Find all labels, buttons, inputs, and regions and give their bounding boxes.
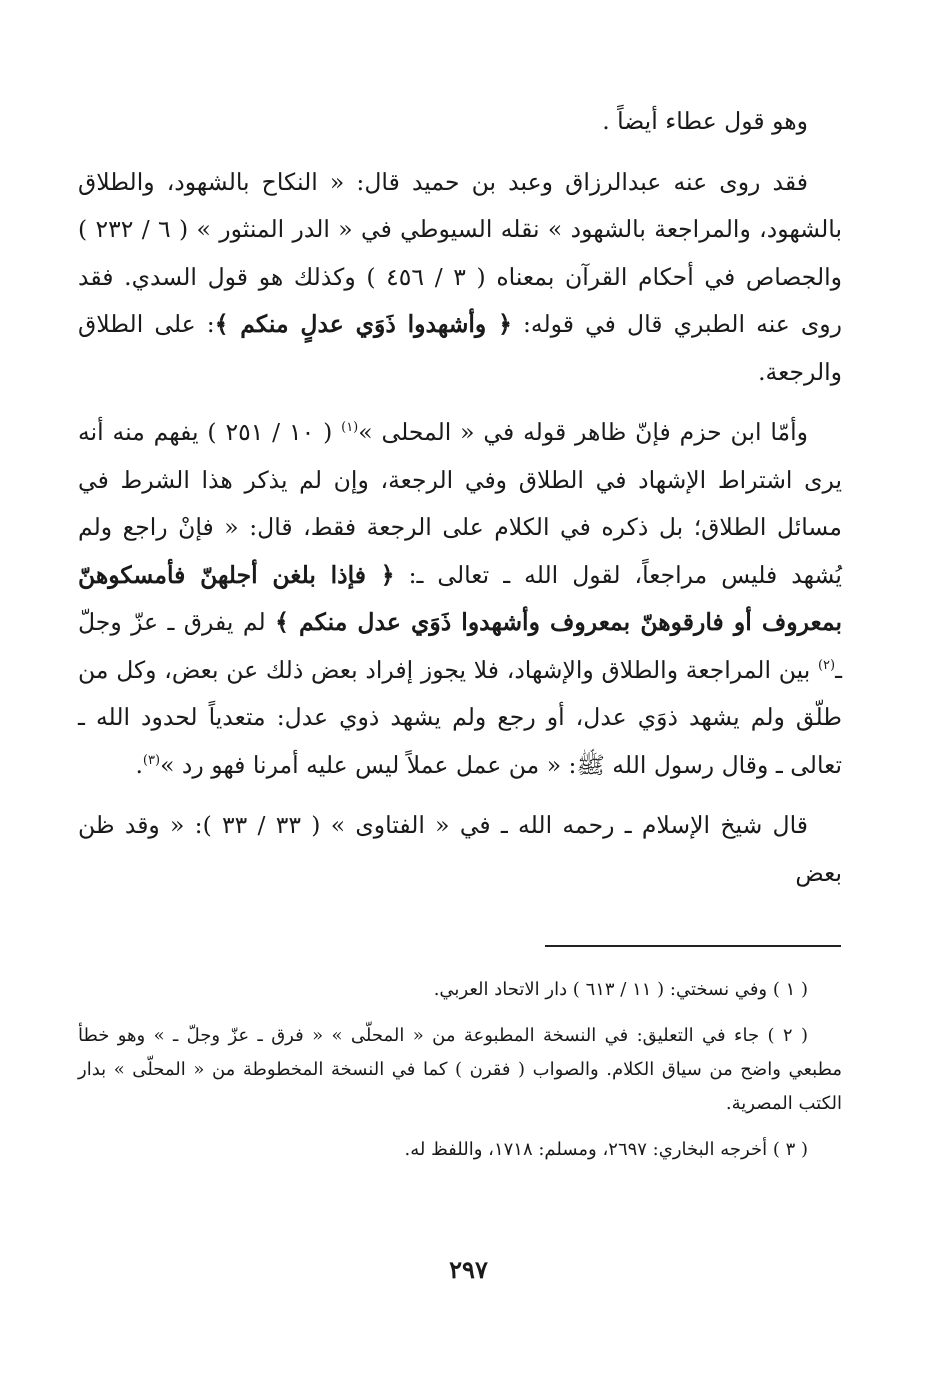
paragraph-3-text-b: ( ١٠ / ٢٥١ ) يفهم منه أنه يرى اشتراط الإشهاد في الطلاق وفي الرجعة، وإن لم يذكر هذا الشرط في مسائل الطلاق؛ بل ذكره في الكلام على الرجعة فقط، قال: « فإنْ راجع ولم يُشهد فليس مراجعاً، لقول الله ـ تعالى ـ: [78,418,842,589]
footnote-separator [545,945,841,947]
footnote-2: ( ٢ ) جاء في التعليق: في النسخة المطبوعة من « المحلّى » « فرق ـ عزّ وجلّ ـ » وهو خطأ مطبعي واضح من سياق الكلام. والصواب ( فقرن ) كما في النسخة المخطوطة من « المحلّى » بدار الكتب المصرية. [78,1025,842,1114]
quran-quote-1: ﴿ وأشهدوا ذَوَي عدلٍ منكم ﴾ [214,310,512,338]
footnote-1: ( ١ ) وفي نسختي: ( ١١ / ٦١٣ ) دار الاتحاد العربي. [433,979,808,1000]
main-text [78,98,842,910]
paragraph-3-text-c: لم يفرق ـ عزّ وجلّ ـ [78,608,842,684]
page-number: ٢٩٧ [449,1255,488,1284]
paragraph-1 [78,98,842,146]
footnotes [78,973,842,1179]
paragraph-2-text: فقد روى عنه عبدالرزاق وعبد بن حميد قال: « النكاح بالشهود، والطلاق بالشهود، والمراجعة بالشهود » نقله السيوطي في « الدر المنثور » ( ٦ / ٢٣٢ ) والجصاص في أحكام القرآن بمعناه ( ٣ / ٤٥٦ ) وكذلك هو قول السدي. فقد روى عنه الطبري قال في قوله: [78,167,843,338]
paragraph-3 [78,409,842,789]
paragraph-3-text-d: بين المراجعة والطلاق والإشهاد، فلا يجوز إفراد بعض ذلك عن بعض، وكل من طلّق ولم يشهد ذوَي عدل، أو رجع ولم يشهد ذوي عدل: متعدياً لحدود الله ـ تعالى ـ وقال رسول الله ﷺ: « من عمل عملاً ليس عليه أمرنا فهو رد » [78,655,842,779]
paragraph-3-text-a: وأمّا ابن حزم فإنّ ظاهر قوله في « المحلى » [358,418,808,446]
paragraph-1-text: وهو قول عطاء أيضاً . [602,107,808,135]
footnote-ref-2: (٢) [817,657,836,673]
footnote-ref-3: (٣) [142,752,161,768]
paragraph-3-text-e: . [135,750,143,779]
footnote-ref-1: (١) [341,420,359,436]
paragraph-2 [78,159,842,397]
paragraph-4-text: قال شيخ الإسلام ـ رحمه الله ـ في « الفتاوى » ( ٣٣ / ٣٣ ): « وقد ظن بعض [78,811,842,887]
footnote-3: ( ٣ ) أخرجه البخاري: ٢٦٩٧، ومسلم: ١٧١٨، واللفظ له. [404,1139,808,1160]
paragraph-4 [78,802,842,897]
paragraph-2-end: : على الطلاق والرجعة. [78,310,842,386]
quran-quote-2: ﴿ فإذا بلغن أجلهنّ فأمسكوهنّ بمعروف أو فارقوهنّ بمعروف وأشهدوا ذَوَي عدل منكم ﴾ [78,560,842,636]
